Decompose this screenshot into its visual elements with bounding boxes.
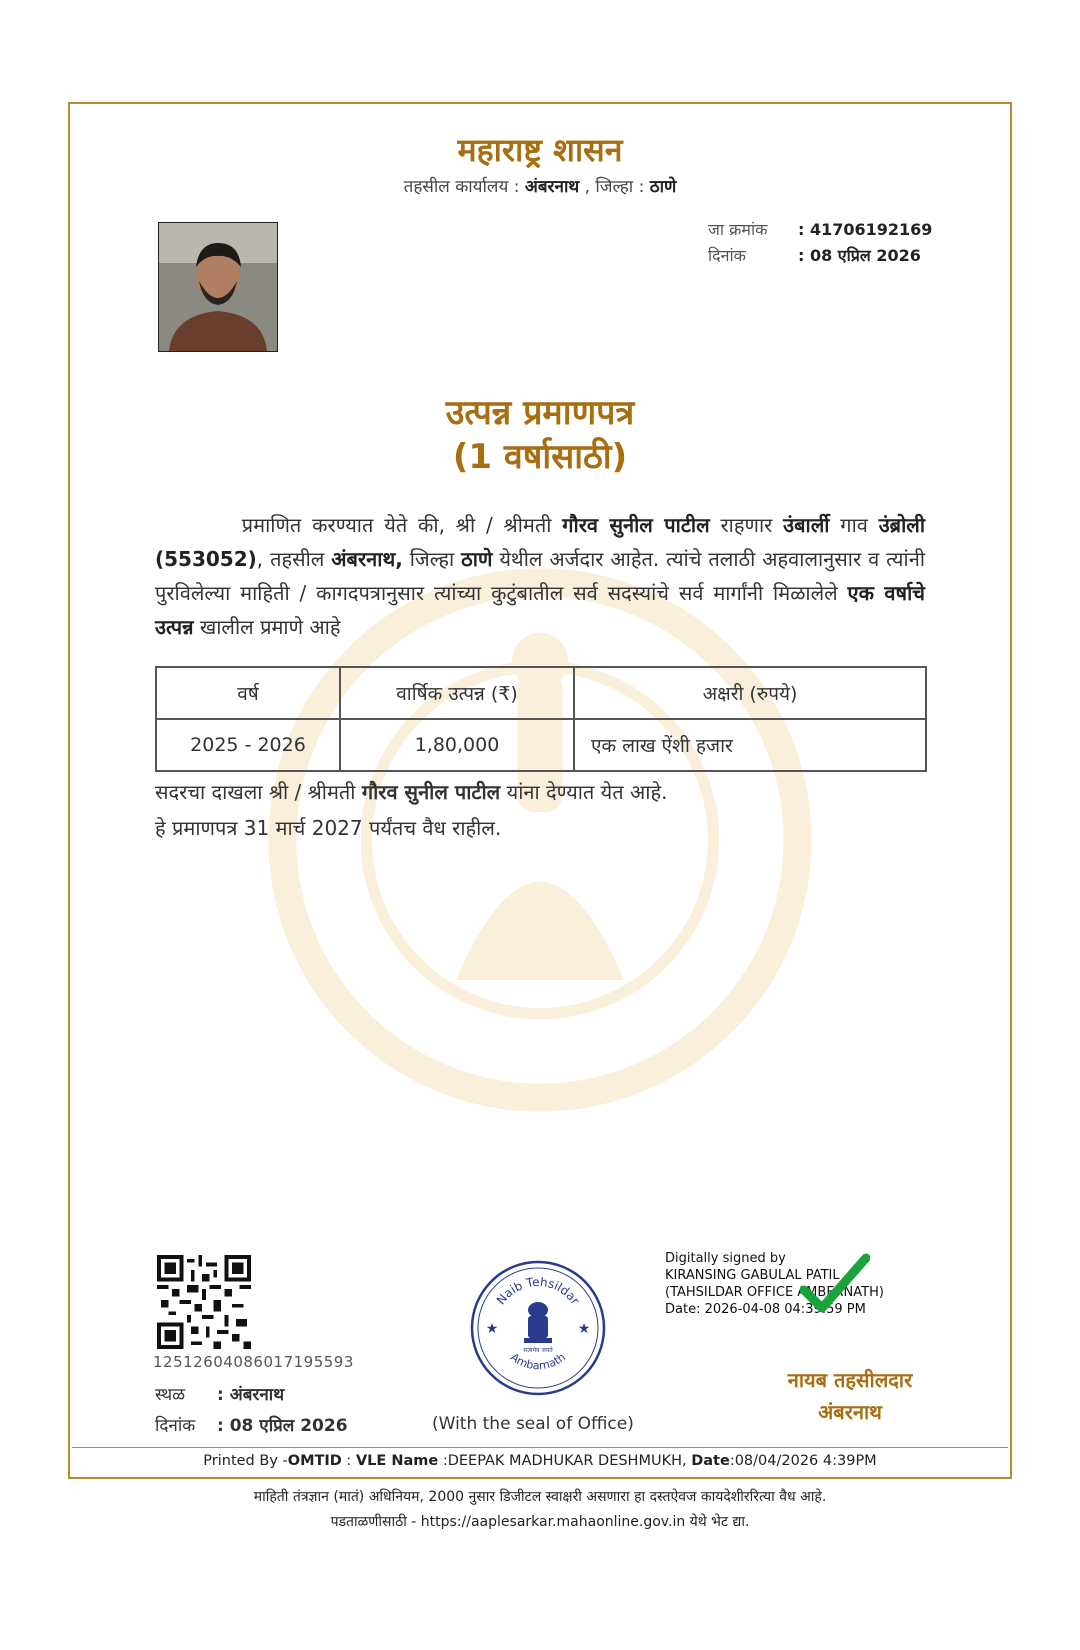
cell-income: 1,80,000 <box>340 719 574 771</box>
column-header-year: वर्ष <box>156 667 340 719</box>
issue-date-line: दिनांक : 08 एप्रिल 2026 <box>155 1416 348 1436</box>
cell-year: 2025 - 2026 <box>156 719 340 771</box>
place-line: स्थळ : अंबरनाथ <box>155 1385 285 1405</box>
verification-note: पडताळणीसाठी - https://aaplesarkar.mahaonline.gov.in येथे भेट द्या. <box>330 1514 750 1530</box>
certificate-subtitle: (1 वर्षासाठी) <box>452 437 628 477</box>
validity-line: हे प्रमाणपत्र 31 मार्च 2027 पर्यंतच वैध राहील. <box>155 816 502 840</box>
income-table <box>155 666 927 772</box>
qr-code[interactable] <box>157 1255 251 1349</box>
qr-number: 12512604086017195593 <box>153 1353 354 1371</box>
seal-star-left: ★ <box>485 1321 499 1337</box>
column-header-income: वार्षिक उत्पन्न (₹) <box>340 667 574 719</box>
issued-to-line: सदरचा दाखला श्री / श्रीमती गौरव सुनील पाटील यांना देण्यात येत आहे. <box>155 780 668 804</box>
seal-motto: सत्यमेव जयते <box>523 1347 553 1354</box>
column-header-words: अक्षरी (रुपये) <box>574 667 926 719</box>
certificate-title: उत्पन्न प्रमाणपत्र <box>445 393 635 433</box>
cell-income-words: एक लाख ऐंशी हजार <box>574 719 926 771</box>
verified-check-icon <box>800 1250 870 1320</box>
table-header-row <box>156 667 926 719</box>
applicant-name: गौरव सुनील पाटील <box>562 513 710 537</box>
signatory-place: अंबरनाथ <box>818 1400 882 1424</box>
ashoka-emblem-icon <box>524 1302 552 1343</box>
reference-number: जा क्रमांक : 41706192169 <box>708 220 933 239</box>
table-row <box>156 719 926 771</box>
certificate-body: प्रमाणित करण्यात येते की, श्री / श्रीमती गौरव सुनील पाटील राहणार उंबार्ली गाव उंब्रोली (553052), तहसील अंबरनाथ, जिल्हा ठाणे येथील अर्जदार आहेत. त्यांचे तलाठी अहवालानुसार व त्यांनी पुरविलेल्या माहिती / कागदपत्रानुसार त्यांच्या कुटुंबातील सर्व सदस्यांचे सर्व मार्गांनी मिळालेले एक वर्षाचे उत्पन्न खालील प्रमाणे आहे <box>155 513 926 639</box>
reference-date: दिनांक : 08 एप्रिल 2026 <box>708 246 921 265</box>
legal-note: माहिती तंत्रज्ञान (मातं) अधिनियम, 2000 नुसार डिजीटल स्वाक्षरी असणारा हा दस्तऐवज कायदेशीररित्या वैध आहे. <box>253 1489 827 1505</box>
seal-caption: (With the seal of Office) <box>432 1414 634 1434</box>
government-title: महाराष्ट्र शासन <box>457 131 623 169</box>
office-seal <box>468 1258 608 1398</box>
digital-signature-block[interactable]: Digitally signed by KIRANSING GABULAL PATIL (TAHSILDAR OFFICE AMBERNATH) Date: 2026-04-08 04:39:59 PM <box>665 1251 884 1317</box>
office-line: तहसील कार्यालय : अंबरनाथ , जिल्हा : ठाणे <box>403 177 677 197</box>
seal-star-right: ★ <box>577 1321 591 1337</box>
seal-top-text: Naib Tehsildar <box>493 1274 583 1308</box>
seal-bottom-text: Ambarnath <box>508 1350 568 1373</box>
signatory-designation: नायब तहसीलदार <box>787 1368 913 1392</box>
footer-divider <box>72 1447 1008 1448</box>
printed-by-line: Printed By -OMTID : VLE Name :DEEPAK MADHUKAR DESHMUKH, Date:08/04/2026 4:39PM <box>203 1453 877 1469</box>
applicant-photo <box>158 222 278 352</box>
